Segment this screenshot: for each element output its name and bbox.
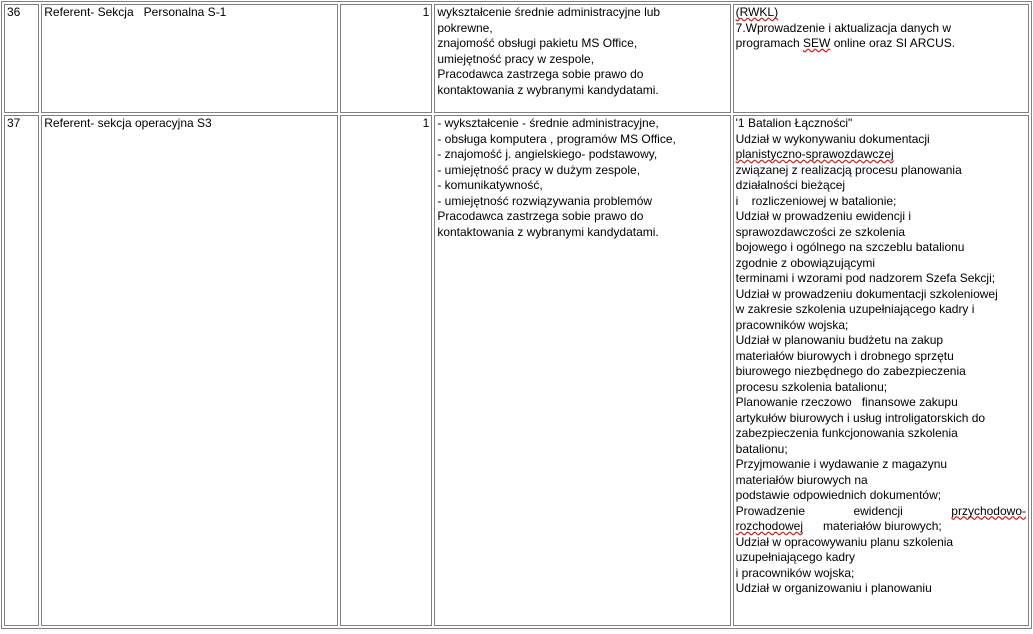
- duty-text-flagged: rozchodowej: [735, 519, 804, 533]
- duty-text: Prowadzenie: [735, 503, 806, 518]
- duty-text-flagged: przychodowo-: [951, 503, 1026, 518]
- duty-line: w zakresie szkolenia uzupełniającego kadry i: [735, 302, 975, 316]
- count-cell: [340, 115, 433, 626]
- duty-line: Udział w organizowaniu i planowaniu: [735, 581, 932, 595]
- duty-line: i pracowników wojska;: [735, 565, 855, 580]
- row-number-cell: [4, 4, 39, 113]
- duty-line: bojowego i ogólnego na szczeblu batalionu: [735, 240, 965, 254]
- table-row: [4, 4, 1029, 113]
- duty-line: działalności bieżącej: [735, 178, 846, 192]
- position-cell: [41, 115, 337, 626]
- duty-line: związanej z realizacją procesu planowania: [735, 162, 962, 177]
- duty-line: zabezpieczenia funkcjonowania szkolenia: [735, 426, 958, 440]
- duty-line: Udział w prowadzeniu dokumentacji szkoleniowej: [735, 286, 998, 301]
- requirement-line: - komunikatywność,: [437, 178, 543, 192]
- requirement-line: - wykształcenie - średnie administracyjne,: [437, 116, 659, 130]
- duty-line: '1 Batalion Łączności": [735, 116, 853, 130]
- duty-line: zgodnie z obowiązującymi: [735, 255, 876, 270]
- duty-text-flagged: SEW: [803, 36, 831, 50]
- duty-line: materiałów biurowych i drobnego sprzętu: [735, 348, 954, 363]
- duty-line: Udział w prowadzeniu ewidencji i: [735, 209, 912, 223]
- position-title: Referent- Sekcja Personalna S-1: [44, 5, 227, 19]
- requirement-line: - umiejętność rozwiązywania problemów: [437, 193, 653, 208]
- duties-cell: [733, 115, 1029, 626]
- row-number: 36: [7, 5, 21, 19]
- duty-line: materiałów biurowych na: [735, 472, 868, 487]
- position-count: 1: [422, 5, 430, 19]
- requirement-line: znajomość obsługi pakietu MS Office,: [437, 36, 638, 50]
- duty-text-flagged: planistyczno-sprawozdawczej: [735, 147, 894, 161]
- requirement-line: wykształcenie średnie administracyjne lub: [437, 5, 661, 19]
- duty-line: artykułów biurowych i usług introligatorskich do: [735, 410, 986, 425]
- duty-text: ewidencji: [853, 503, 903, 518]
- duty-text: online oraz SI ARCUS.: [830, 36, 956, 50]
- position-count: 1: [422, 116, 430, 130]
- duty-line: [736, 147, 1026, 163]
- duty-line-justified: [736, 504, 1026, 520]
- duty-text: (RWKL): [735, 5, 779, 19]
- duty-text: materiałów biurowych;: [823, 519, 942, 533]
- duty-line: Planowanie rzeczowo finansowe zakupu: [735, 395, 958, 409]
- requirement-line: - umiejętność pracy w dużym zespole,: [437, 162, 641, 177]
- position-cell: [41, 4, 337, 113]
- duties-cell: [733, 4, 1029, 113]
- requirement-line: Pracodawca zastrzega sobie prawo do: [437, 209, 644, 223]
- duty-line: [736, 36, 1026, 52]
- duty-line: Udział w wykonywaniu dokumentacji: [735, 131, 930, 146]
- duty-line: Udział w planowaniu budżetu na zakup: [735, 333, 944, 347]
- table-row: [4, 115, 1029, 626]
- requirement-line: kontaktowania z wybranymi kandydatami.: [437, 82, 659, 97]
- requirement-line: - znajomość j. angielskiego- podstawowy,: [437, 147, 658, 161]
- duty-line: podstawie odpowiednich dokumentów;: [735, 488, 942, 502]
- duty-line: 7.Wprowadzenie i aktualizacja danych w: [735, 20, 952, 35]
- duty-line: terminami i wzorami pod nadzorem Szefa Sekcji;: [735, 271, 996, 285]
- duty-line: procesu szkolenia batalionu;: [735, 379, 888, 394]
- requirements-cell: [434, 115, 730, 626]
- requirement-line: umiejętność pracy w zespole,: [437, 51, 595, 66]
- duty-line: [736, 519, 1026, 535]
- duty-text: programach: [735, 36, 804, 50]
- duty-line: [736, 5, 1026, 21]
- count-cell: [340, 4, 433, 113]
- row-number-cell: [4, 115, 39, 626]
- duty-line: uzupełniającego kadry: [735, 550, 856, 564]
- job-offers-table: [1, 1, 1032, 629]
- duty-line: Udział w opracowywaniu planu szkolenia: [735, 534, 954, 549]
- requirement-line: pokrewne,: [437, 20, 493, 35]
- requirement-line: - obsługa komputera , programów MS Office,: [437, 131, 676, 146]
- position-title: Referent- sekcja operacyjna S3: [44, 116, 212, 130]
- requirements-cell: [434, 4, 730, 113]
- requirement-line: Pracodawca zastrzega sobie prawo do: [437, 67, 644, 81]
- duty-line: pracowników wojska;: [735, 317, 849, 332]
- requirement-line: kontaktowania z wybranymi kandydatami.: [437, 224, 659, 239]
- row-number: 37: [7, 116, 21, 130]
- duty-line: sprawozdawczości ze szkolenia: [735, 224, 906, 239]
- duty-line: i rozliczeniowej w batalionie;: [735, 193, 897, 208]
- duty-line: batalionu;: [735, 441, 788, 456]
- duty-line: Przyjmowanie i wydawanie z magazynu: [735, 457, 948, 471]
- duty-line: biurowego niezbędnego do zabezpieczenia: [735, 364, 966, 378]
